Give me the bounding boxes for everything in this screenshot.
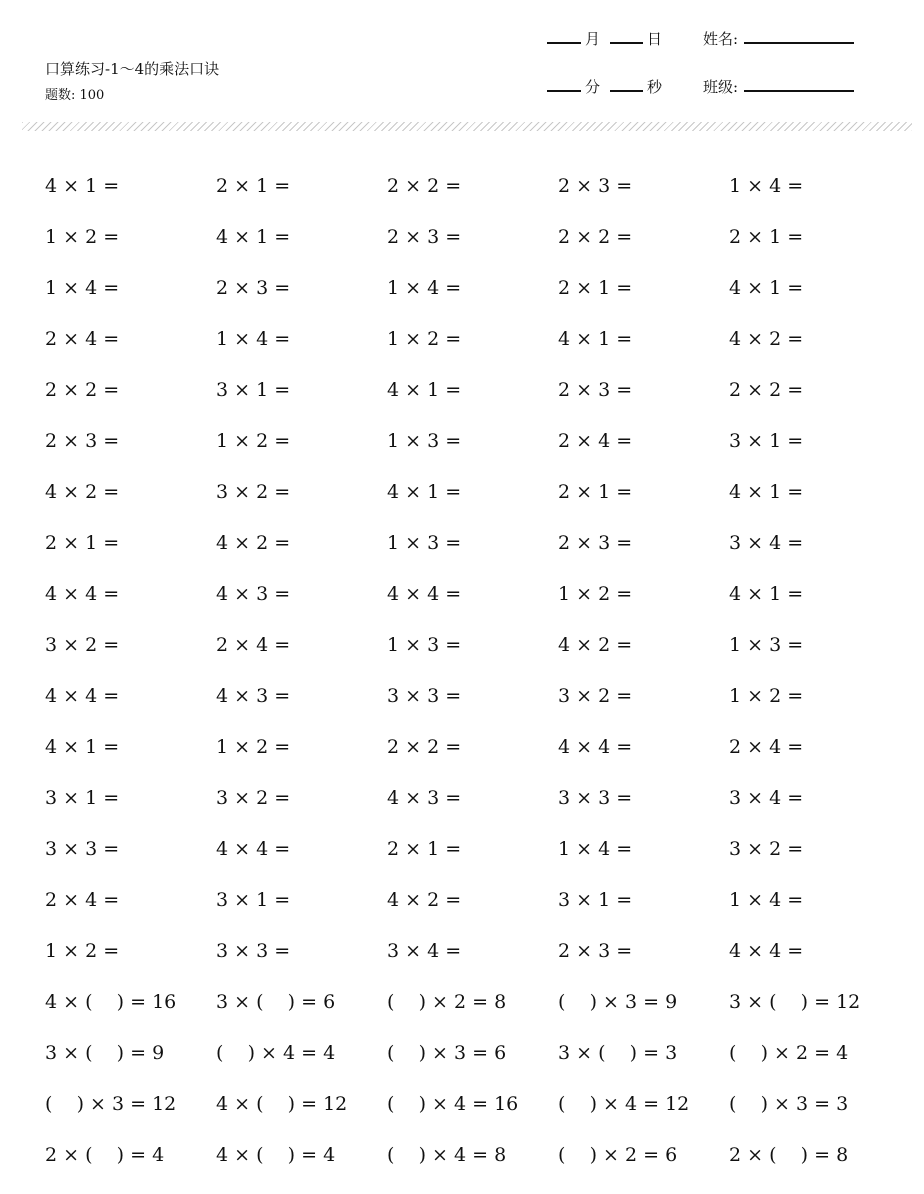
problem-item[interactable]: 3 × ( ) = 12 <box>729 990 861 1013</box>
problem-item[interactable]: ( ) × 2 = 6 <box>558 1143 678 1166</box>
problem-row <box>45 211 900 262</box>
problem-item[interactable]: 2 × 3 = <box>558 174 633 197</box>
problem-item[interactable]: 2 × 1 = <box>558 276 633 299</box>
problem-item[interactable]: 1 × 2 = <box>45 939 120 962</box>
problem-item[interactable]: 3 × 2 = <box>558 684 633 707</box>
problem-item[interactable]: 2 × 3 = <box>558 531 633 554</box>
problem-row <box>45 1078 900 1129</box>
problem-item[interactable]: 3 × 1 = <box>216 378 291 401</box>
problem-item[interactable]: 4 × ( ) = 12 <box>216 1092 348 1115</box>
problem-item[interactable]: 1 × 3 = <box>387 429 462 452</box>
problem-count: 题数: 100 <box>45 88 105 103</box>
problem-row <box>45 670 900 721</box>
problem-item[interactable]: 2 × ( ) = 4 <box>45 1143 165 1166</box>
problem-item[interactable]: 2 × 3 = <box>45 429 120 452</box>
problem-item[interactable]: 3 × ( ) = 3 <box>558 1041 678 1064</box>
problem-grid <box>45 160 900 1180</box>
problem-item[interactable]: 2 × 1 = <box>387 837 462 860</box>
problem-item[interactable]: 4 × 4 = <box>45 684 120 707</box>
day-label: 日 <box>647 30 663 48</box>
problem-item[interactable]: 4 × 4 = <box>45 582 120 605</box>
month-label: 月 <box>585 30 601 48</box>
problem-item[interactable]: 4 × 1 = <box>729 582 804 605</box>
minute-blank[interactable] <box>547 90 581 92</box>
problem-item[interactable]: 2 × 2 = <box>558 225 633 248</box>
problem-item[interactable]: 1 × 2 = <box>558 582 633 605</box>
problem-row <box>45 415 900 466</box>
problem-item[interactable]: ( ) × 4 = 4 <box>216 1041 336 1064</box>
problem-item[interactable]: 3 × 1 = <box>729 429 804 452</box>
day-blank[interactable] <box>610 42 643 44</box>
problem-item[interactable]: 4 × 1 = <box>45 735 120 758</box>
problem-item[interactable]: 2 × 2 = <box>387 174 462 197</box>
month-blank[interactable] <box>547 42 581 44</box>
problem-item[interactable]: 1 × 4 = <box>45 276 120 299</box>
problem-item[interactable]: 4 × ( ) = 16 <box>45 990 177 1013</box>
problem-row <box>45 976 900 1027</box>
problem-item[interactable]: 1 × 4 = <box>729 174 804 197</box>
problem-item[interactable]: 2 × ( ) = 8 <box>729 1143 849 1166</box>
problem-item[interactable]: 3 × 2 = <box>216 480 291 503</box>
header-divider <box>22 122 912 131</box>
problem-item[interactable]: 4 × 1 = <box>387 480 462 503</box>
problem-item[interactable]: 3 × 1 = <box>558 888 633 911</box>
problem-item[interactable]: 4 × 1 = <box>729 480 804 503</box>
problem-item[interactable]: 2 × 1 = <box>558 480 633 503</box>
problem-item[interactable]: 4 × 4 = <box>216 837 291 860</box>
problem-item[interactable]: 2 × 4 = <box>45 327 120 350</box>
problem-item[interactable]: 4 × 2 = <box>558 633 633 656</box>
name-blank[interactable] <box>744 42 854 44</box>
second-blank[interactable] <box>610 90 643 92</box>
problem-item[interactable]: 4 × 2 = <box>216 531 291 554</box>
problem-item[interactable]: 3 × 3 = <box>45 837 120 860</box>
problem-item[interactable]: 3 × 2 = <box>216 786 291 809</box>
problem-item[interactable]: 4 × 4 = <box>558 735 633 758</box>
problem-item[interactable]: 3 × ( ) = 9 <box>45 1041 165 1064</box>
problem-row <box>45 925 900 976</box>
problem-item[interactable]: 2 × 4 = <box>216 633 291 656</box>
problem-item[interactable]: 4 × 4 = <box>387 582 462 605</box>
worksheet-title: 口算练习-1～4的乘法口诀 <box>45 60 220 78</box>
problem-item[interactable]: ( ) × 4 = 12 <box>558 1092 690 1115</box>
problem-item[interactable]: 2 × 3 = <box>387 225 462 248</box>
problem-item[interactable]: ( ) × 2 = 8 <box>387 990 507 1013</box>
problem-item[interactable]: 3 × 1 = <box>45 786 120 809</box>
problem-item[interactable]: 4 × 1 = <box>558 327 633 350</box>
problem-row <box>45 823 900 874</box>
problem-row <box>45 466 900 517</box>
time-field <box>547 78 666 96</box>
problem-row <box>45 364 900 415</box>
name-field <box>703 30 858 48</box>
problem-item[interactable]: 2 × 4 = <box>729 735 804 758</box>
problem-item[interactable]: 1 × 2 = <box>729 684 804 707</box>
problem-item[interactable]: ( ) × 2 = 4 <box>729 1041 849 1064</box>
problem-item[interactable]: 3 × 1 = <box>216 888 291 911</box>
problem-item[interactable]: 1 × 2 = <box>216 429 291 452</box>
problem-item[interactable]: 2 × 3 = <box>558 939 633 962</box>
problem-row <box>45 772 900 823</box>
class-label: 班级: <box>703 78 739 96</box>
minute-label: 分 <box>585 78 601 96</box>
problem-item[interactable]: 1 × 2 = <box>216 735 291 758</box>
problem-item[interactable]: 1 × 4 = <box>387 276 462 299</box>
class-blank[interactable] <box>744 90 854 92</box>
problem-item[interactable]: 4 × 3 = <box>216 582 291 605</box>
class-field <box>703 78 858 96</box>
date-field <box>547 30 666 48</box>
problem-item[interactable]: ( ) × 3 = 9 <box>558 990 678 1013</box>
problem-item[interactable]: ( ) × 3 = 3 <box>729 1092 849 1115</box>
problem-item[interactable]: 1 × 4 = <box>558 837 633 860</box>
name-label: 姓名: <box>703 30 739 48</box>
problem-row <box>45 160 900 211</box>
problem-item[interactable]: 4 × 1 = <box>45 174 120 197</box>
problem-item[interactable]: 1 × 4 = <box>216 327 291 350</box>
problem-item[interactable]: ( ) × 4 = 8 <box>387 1143 507 1166</box>
problem-item[interactable]: 2 × 2 = <box>45 378 120 401</box>
problem-item[interactable]: 2 × 1 = <box>729 225 804 248</box>
problem-item[interactable]: 1 × 2 = <box>45 225 120 248</box>
problem-item[interactable]: 3 × 4 = <box>729 786 804 809</box>
problem-item[interactable]: 3 × 3 = <box>387 684 462 707</box>
problem-item[interactable]: 1 × 3 = <box>729 633 804 656</box>
problem-item[interactable]: 2 × 2 = <box>729 378 804 401</box>
problem-item[interactable]: ( ) × 4 = 16 <box>387 1092 519 1115</box>
problem-row <box>45 262 900 313</box>
problem-row <box>45 1027 900 1078</box>
problem-row <box>45 568 900 619</box>
problem-row <box>45 619 900 670</box>
problem-item[interactable]: ( ) × 3 = 12 <box>45 1092 177 1115</box>
problem-item[interactable]: 3 × 2 = <box>729 837 804 860</box>
problem-item[interactable]: 2 × 3 = <box>558 378 633 401</box>
problem-row <box>45 874 900 925</box>
problem-item[interactable]: ( ) × 3 = 6 <box>387 1041 507 1064</box>
problem-item[interactable]: 2 × 4 = <box>558 429 633 452</box>
problem-item[interactable]: 3 × 3 = <box>216 939 291 962</box>
problem-item[interactable]: 1 × 4 = <box>729 888 804 911</box>
problem-item[interactable]: 1 × 2 = <box>387 327 462 350</box>
problem-item[interactable]: 4 × 2 = <box>45 480 120 503</box>
problem-item[interactable]: 4 × 3 = <box>216 684 291 707</box>
problem-item[interactable]: 3 × 4 = <box>387 939 462 962</box>
problem-item[interactable]: 4 × 1 = <box>387 378 462 401</box>
problem-item[interactable]: 4 × 4 = <box>729 939 804 962</box>
problem-item[interactable]: 4 × 1 = <box>216 225 291 248</box>
problem-item[interactable]: 4 × 2 = <box>387 888 462 911</box>
problem-row <box>45 313 900 364</box>
problem-item[interactable]: 4 × 1 = <box>729 276 804 299</box>
problem-row <box>45 1129 900 1180</box>
problem-item[interactable]: 4 × 2 = <box>729 327 804 350</box>
problem-item[interactable]: 2 × 1 = <box>216 174 291 197</box>
problem-item[interactable]: 2 × 4 = <box>45 888 120 911</box>
problem-item[interactable]: 2 × 2 = <box>387 735 462 758</box>
problem-item[interactable]: 3 × 3 = <box>558 786 633 809</box>
problem-item[interactable]: 4 × 3 = <box>387 786 462 809</box>
problem-item[interactable]: 1 × 3 = <box>387 531 462 554</box>
problem-item[interactable]: 3 × 2 = <box>45 633 120 656</box>
problem-row <box>45 517 900 568</box>
problem-item[interactable]: 2 × 3 = <box>216 276 291 299</box>
problem-item[interactable]: 2 × 1 = <box>45 531 120 554</box>
problem-item[interactable]: 3 × 4 = <box>729 531 804 554</box>
problem-item[interactable]: 1 × 3 = <box>387 633 462 656</box>
problem-row <box>45 721 900 772</box>
problem-item[interactable]: 4 × ( ) = 4 <box>216 1143 336 1166</box>
problem-item[interactable]: 3 × ( ) = 6 <box>216 990 336 1013</box>
second-label: 秒 <box>647 78 663 96</box>
